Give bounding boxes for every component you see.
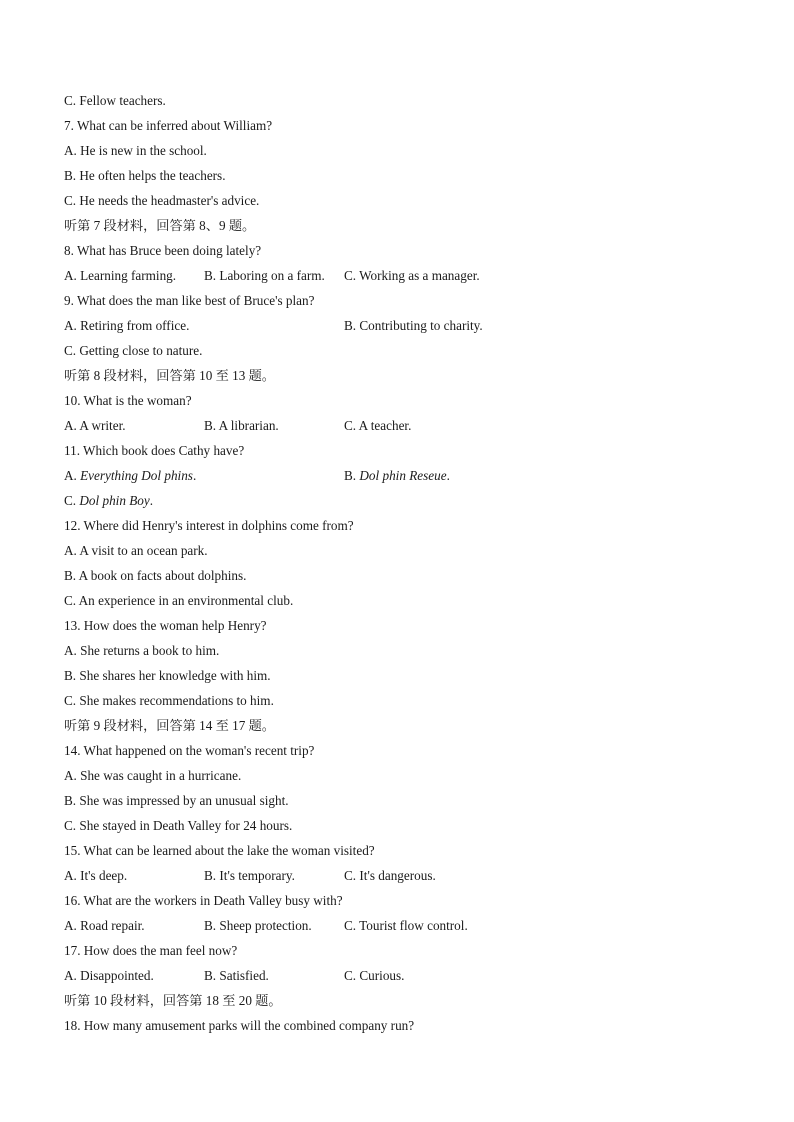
option-row <box>64 863 744 888</box>
exam-page <box>64 88 744 1038</box>
question-9: 9. What does the man like best of Bruce's plan? <box>64 293 315 308</box>
option-b: B. It's temporary. <box>204 868 295 883</box>
option-c: C. A teacher. <box>344 418 412 433</box>
question-11: 11. Which book does Cathy have? <box>64 443 245 458</box>
option-a: A. Learning farming. <box>64 268 177 283</box>
option-line: A. She was caught in a hurricane. <box>64 768 242 783</box>
option-prefix: B. <box>344 468 360 483</box>
option-c: C. It's dangerous. <box>344 868 436 883</box>
question-7: 7. What can be inferred about William? <box>64 118 273 133</box>
option-line: C. Fellow teachers. <box>64 93 166 108</box>
option-b: B. Sheep protection. <box>204 918 312 933</box>
option-b: B. Laboring on a farm. <box>204 268 325 283</box>
option-row <box>64 413 744 438</box>
option-line: A. A visit to an ocean park. <box>64 543 208 558</box>
question-13: 13. How does the woman help Henry? <box>64 618 267 633</box>
option-line: C. Getting close to nature. <box>64 343 203 358</box>
book-title: Dol phin Boy <box>79 493 150 508</box>
question-14: 14. What happened on the woman's recent trip? <box>64 743 315 758</box>
option-line: B. She was impressed by an unusual sight. <box>64 793 289 808</box>
book-title: Dol phin Reseue <box>359 468 447 483</box>
option-a: A. Road repair. <box>64 918 145 933</box>
option-row <box>64 913 744 938</box>
section-instruction-9: 听第 9 段材料，回答第 14 至 17 题。 <box>64 718 275 733</box>
option-line: A. She returns a book to him. <box>64 643 220 658</box>
question-10: 10. What is the woman? <box>64 393 192 408</box>
option-suffix: . <box>192 468 197 483</box>
question-17: 17. How does the man feel now? <box>64 943 238 958</box>
option-line: C. An experience in an environmental club. <box>64 593 294 608</box>
question-8: 8. What has Bruce been doing lately? <box>64 243 262 258</box>
option-b: B. Satisfied. <box>204 968 269 983</box>
option-line: B. A book on facts about dolphins. <box>64 568 247 583</box>
option-line: C. He needs the headmaster's advice. <box>64 193 260 208</box>
option-line: A. He is new in the school. <box>64 143 207 158</box>
option-b <box>344 463 450 488</box>
section-instruction-7: 听第 7 段材料，回答第 8、9 题。 <box>64 218 256 233</box>
option-line: B. She shares her knowledge with him. <box>64 668 271 683</box>
option-prefix: A. <box>64 468 81 483</box>
section-instruction-10: 听第 10 段材料，回答第 18 至 20 题。 <box>64 993 282 1008</box>
option-line: B. He often helps the teachers. <box>64 168 226 183</box>
section-instruction-8: 听第 8 段材料，回答第 10 至 13 题。 <box>64 368 275 383</box>
option-suffix: . <box>446 468 450 483</box>
option-row <box>64 963 744 988</box>
option-suffix: . <box>149 493 154 508</box>
option-a: A. A writer. <box>64 418 126 433</box>
option-c: C. Tourist flow control. <box>344 918 468 933</box>
question-16: 16. What are the workers in Death Valley busy with? <box>64 893 343 908</box>
question-15: 15. What can be learned about the lake the woman visited? <box>64 843 375 858</box>
option-line <box>64 488 744 513</box>
option-row <box>64 263 744 288</box>
question-12: 12. Where did Henry's interest in dolphins come from? <box>64 518 354 533</box>
book-title: Everything Dol phins <box>80 468 193 483</box>
option-c: C. Working as a manager. <box>344 268 480 283</box>
option-a: A. Disappointed. <box>64 968 154 983</box>
option-line: C. She makes recommendations to him. <box>64 693 274 708</box>
option-b: B. Contributing to charity. <box>344 318 483 333</box>
option-prefix: C. <box>64 493 80 508</box>
option-a: A. Retiring from office. <box>64 318 190 333</box>
option-row <box>64 463 744 488</box>
question-18: 18. How many amusement parks will the combined company run? <box>64 1018 415 1033</box>
option-row <box>64 313 744 338</box>
option-b: B. A librarian. <box>204 418 279 433</box>
option-a <box>64 463 196 488</box>
option-c: C. Curious. <box>344 968 405 983</box>
option-a: A. It's deep. <box>64 868 128 883</box>
option-line: C. She stayed in Death Valley for 24 hours. <box>64 818 293 833</box>
